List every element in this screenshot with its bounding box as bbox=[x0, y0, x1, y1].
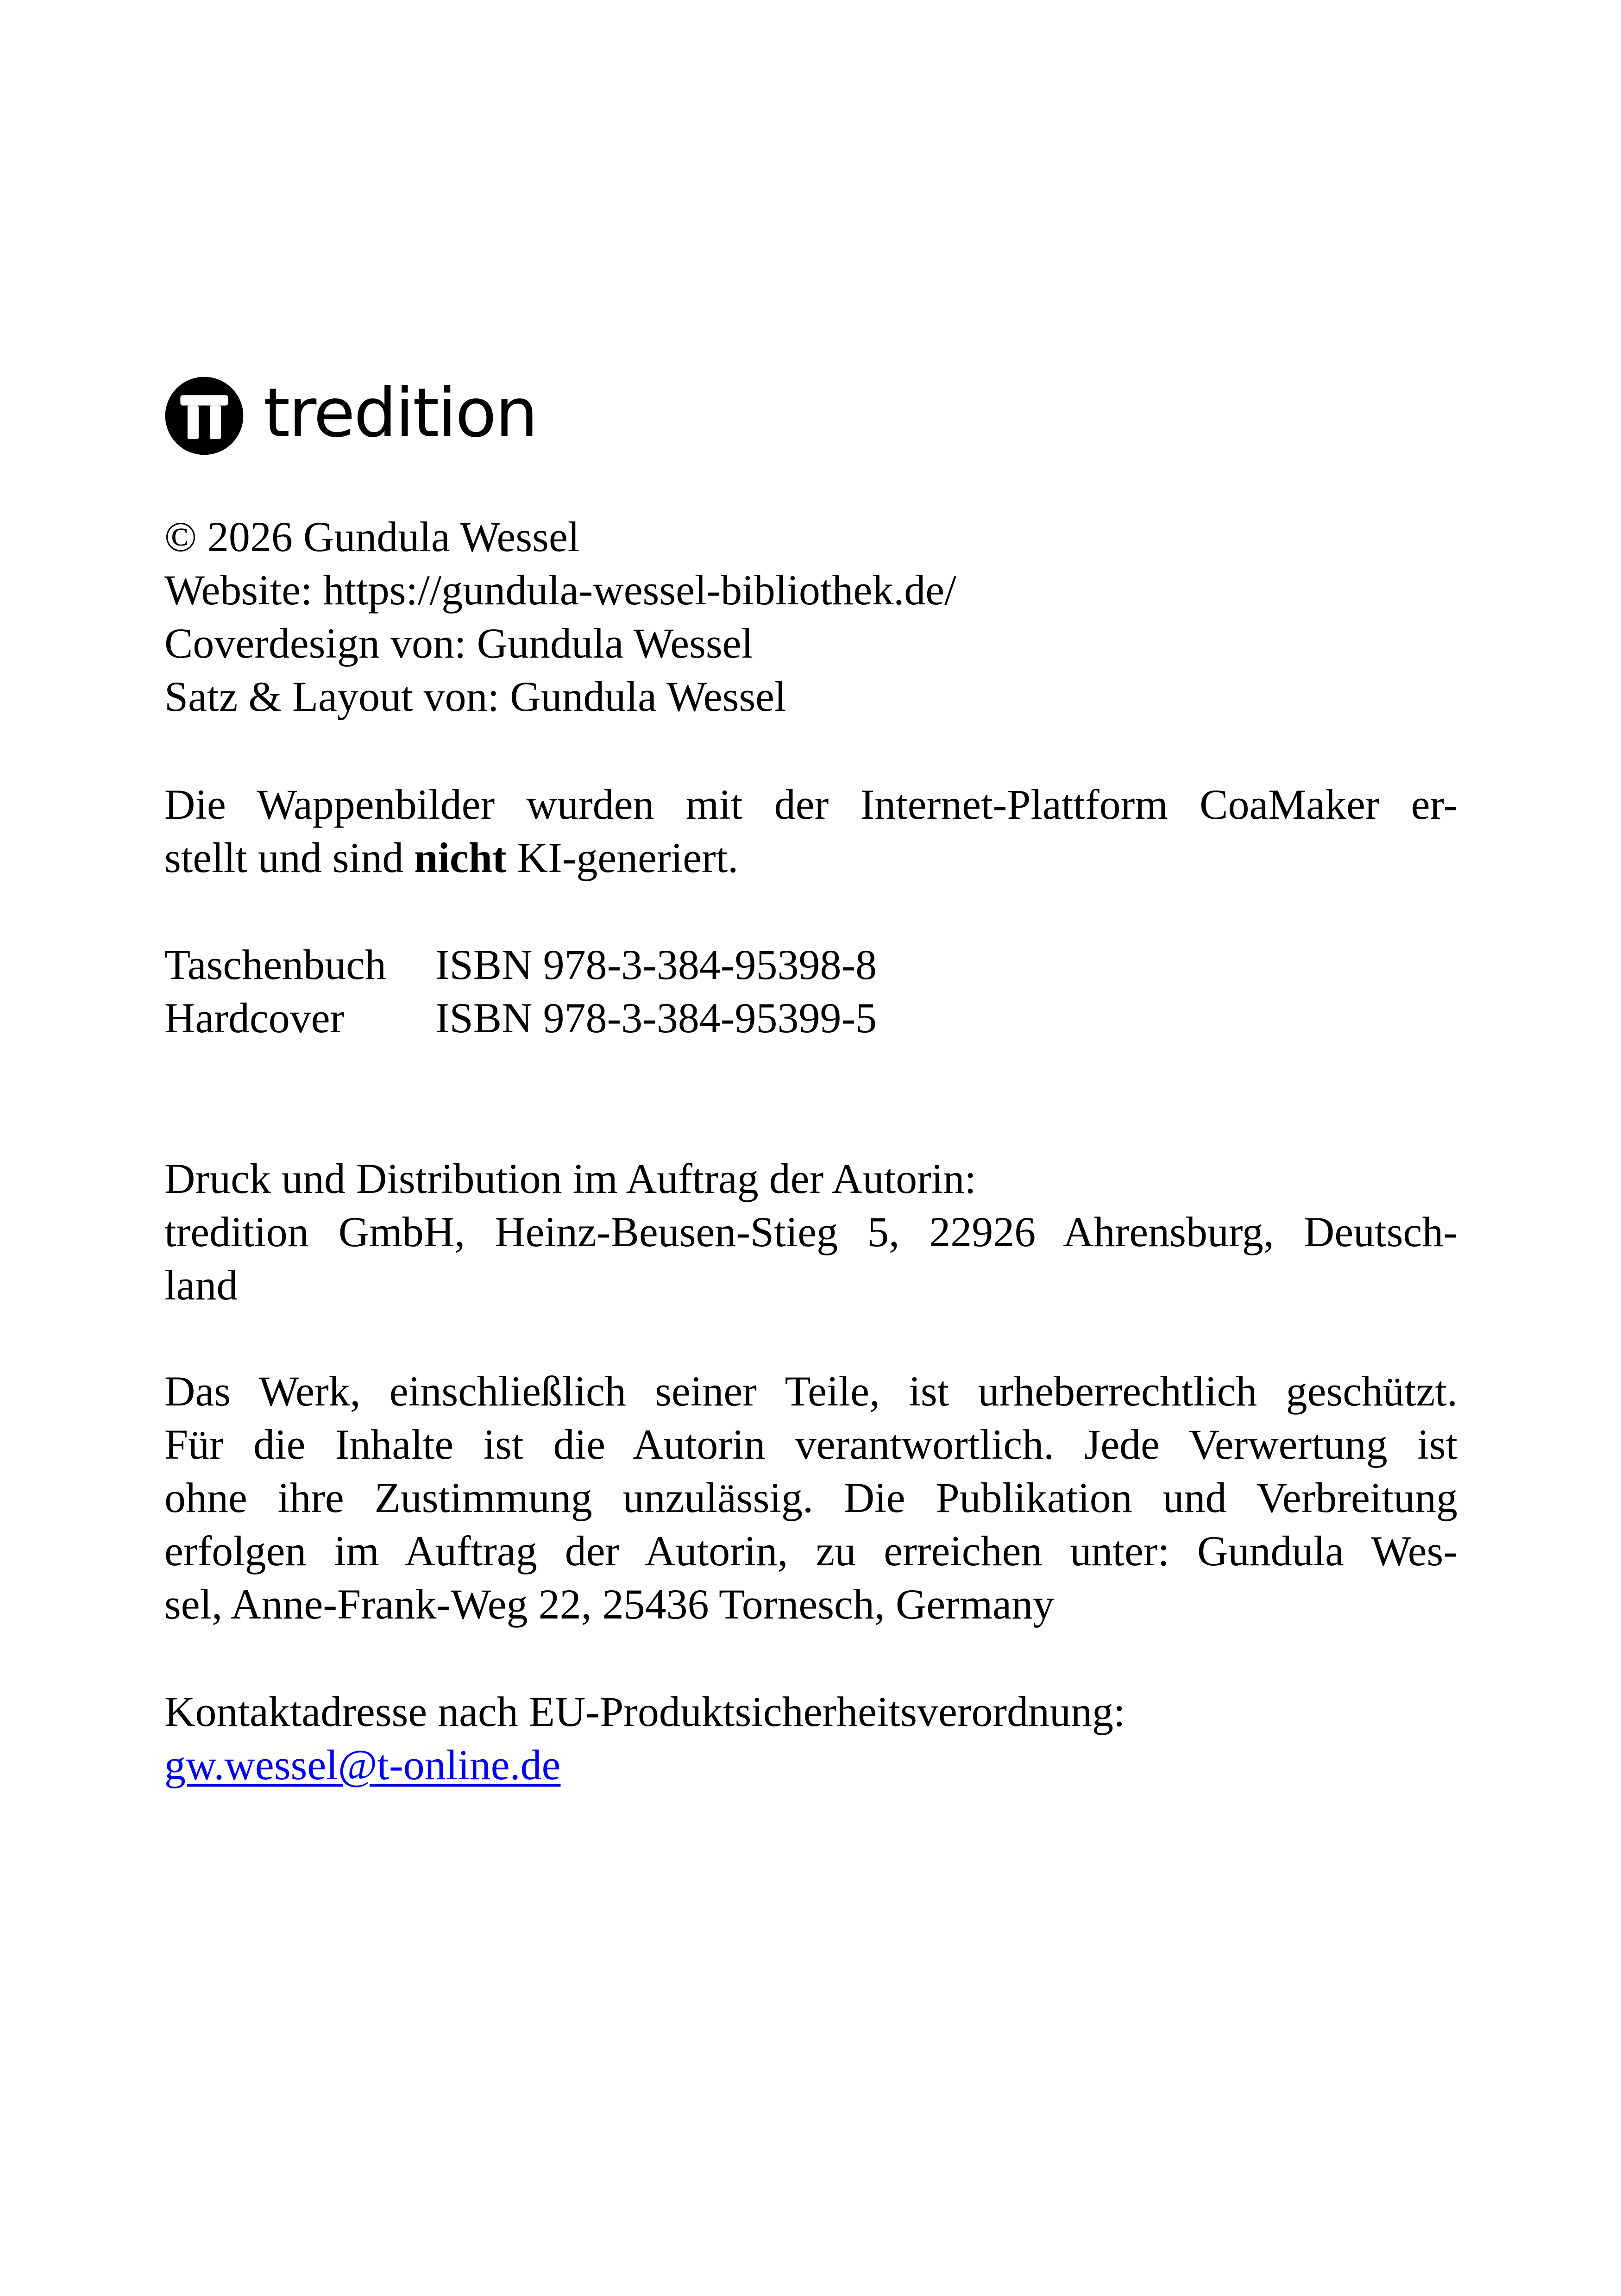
distribution-info bbox=[164, 1152, 1458, 1312]
note-line-1: Die Wappenbilder wurden mit der Internet-Plattform CoaMaker er- bbox=[164, 781, 1458, 828]
distribution-line-1: Druck und Distribution im Auftrag der Autorin: bbox=[164, 1155, 976, 1202]
copyright-notice bbox=[164, 1365, 1458, 1631]
publisher-logo bbox=[164, 374, 537, 458]
notice-line: sel, Anne-Frank-Weg 22, 25436 Tornesch, Germany bbox=[164, 1581, 1055, 1628]
note-text-after: KI-generiert. bbox=[506, 834, 739, 881]
contact-email-wrapper bbox=[164, 1738, 1458, 1792]
contact-info bbox=[164, 1685, 1458, 1792]
logo-wordmark: tredition bbox=[264, 374, 537, 452]
isbn-row bbox=[164, 991, 1458, 1045]
isbn-list bbox=[164, 938, 1458, 1045]
distribution-line-2: tredition GmbH, Heinz-Beusen-Stieg 5, 22926 Ahrensburg, Deutsch- bbox=[164, 1208, 1458, 1255]
notice-line: Das Werk, einschließlich seiner Teile, ist urheberrechtlich geschützt. bbox=[164, 1368, 1458, 1415]
isbn-row bbox=[164, 938, 1458, 991]
isbn-label: Taschenbuch bbox=[164, 941, 386, 988]
tredition-logo-icon bbox=[164, 376, 244, 456]
coat-of-arms-note bbox=[164, 778, 1458, 885]
contact-email-link[interactable]: gw.wessel@t-online.de bbox=[164, 1741, 561, 1788]
notice-line: erfolgen im Auftrag der Autorin, zu erreichen unter: Gundula Wes- bbox=[164, 1527, 1458, 1575]
note-line-2 bbox=[164, 831, 1458, 885]
layout-line: Satz & Layout von: Gundula Wessel bbox=[164, 673, 786, 720]
isbn-label: Hardcover bbox=[164, 994, 345, 1041]
distribution-line-3: land bbox=[164, 1261, 238, 1309]
isbn-value: ISBN 978-3-384-95399-5 bbox=[435, 994, 877, 1041]
imprint-credits bbox=[164, 510, 1458, 723]
note-bold-word: nicht bbox=[414, 834, 507, 881]
website-line: Website: https://gundula-wessel-bibliothek.de/ bbox=[164, 566, 956, 614]
notice-line: Für die Inhalte ist die Autorin verantwortlich. Jede Verwertung ist bbox=[164, 1421, 1458, 1468]
notice-line: ohne ihre Zustimmung unzulässig. Die Publikation und Verbreitung bbox=[164, 1474, 1458, 1521]
cover-design-line: Coverdesign von: Gundula Wessel bbox=[164, 620, 754, 667]
copyright-line: © 2026 Gundula Wessel bbox=[164, 513, 580, 560]
note-text-before: stellt und sind bbox=[164, 834, 415, 881]
contact-label: Kontaktadresse nach EU-Produktsicherheitsverordnung: bbox=[164, 1688, 1125, 1735]
isbn-value: ISBN 978-3-384-95398-8 bbox=[435, 941, 877, 988]
